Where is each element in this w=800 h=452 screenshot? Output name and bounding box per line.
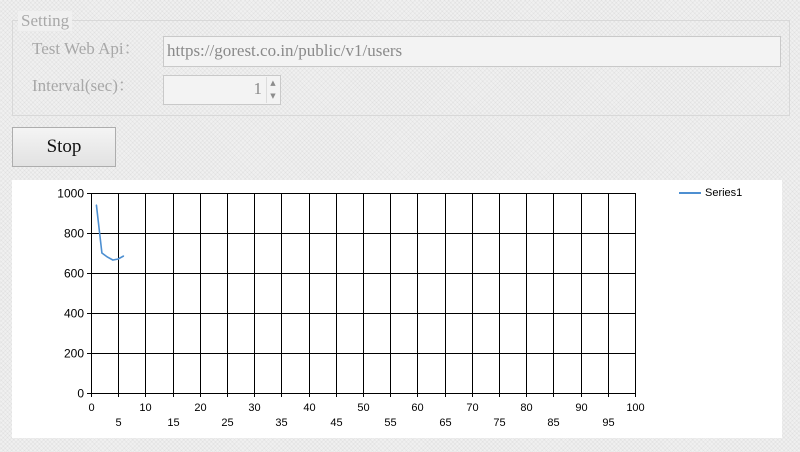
data-point	[118, 258, 119, 259]
interval-stepper[interactable]	[163, 75, 281, 105]
data-point	[123, 255, 124, 256]
y-tick-label: 800	[63, 226, 84, 241]
x-tick-label: 70	[466, 402, 479, 414]
chart-legend	[679, 187, 742, 203]
x-tick-label: 75	[493, 417, 506, 429]
legend-label-series1: Series1	[705, 187, 743, 200]
x-tick-label: 55	[384, 417, 397, 429]
interval-spin-buttons	[266, 77, 279, 103]
interval-value[interactable]: 1	[253, 79, 262, 98]
y-tick-label: 1000	[57, 186, 84, 201]
y-tick-label: 400	[63, 306, 84, 321]
stop-button[interactable]: Stop	[12, 127, 116, 167]
series-line-series1	[96, 205, 123, 260]
x-tick-label: 30	[248, 402, 261, 414]
x-tick-label: 10	[139, 402, 152, 414]
chart-series	[96, 204, 124, 260]
spin-down-button[interactable]	[266, 90, 279, 103]
setting-group-title: Setting	[18, 11, 72, 31]
x-tick-label: 100	[626, 402, 645, 414]
spin-up-button[interactable]	[266, 77, 279, 90]
data-point	[101, 252, 102, 253]
legend-swatch-series1	[679, 192, 701, 194]
down-arrow-icon: ▼	[270, 92, 276, 100]
x-tick-label: 95	[602, 417, 615, 429]
x-tick-label: 90	[575, 402, 588, 414]
x-tick-label: 0	[88, 402, 95, 414]
y-tick-label: 0	[77, 386, 84, 401]
web-api-label: Test Web Api：	[32, 39, 141, 58]
y-tick-label: 600	[63, 266, 84, 281]
data-point	[96, 204, 97, 205]
x-tick-label: 35	[275, 417, 288, 429]
x-tick-label: 15	[167, 417, 180, 429]
x-tick-label: 60	[411, 402, 424, 414]
x-tick-label: 40	[303, 402, 316, 414]
chart-panel	[12, 180, 782, 438]
x-tick-label: 50	[357, 402, 370, 414]
chart-grid	[91, 193, 636, 393]
x-tick-label: 20	[194, 402, 207, 414]
x-tick-label: 85	[547, 417, 560, 429]
data-point	[112, 259, 113, 260]
line-chart	[12, 180, 782, 438]
x-tick-label: 45	[330, 417, 343, 429]
x-tick-label: 25	[221, 417, 234, 429]
data-point	[107, 256, 108, 257]
x-tick-label: 5	[115, 417, 122, 429]
x-tick-label: 80	[520, 402, 533, 414]
setting-groupbox	[12, 20, 790, 116]
web-api-input[interactable]: https://gorest.co.in/public/v1/users	[163, 36, 781, 67]
y-tick-label: 200	[63, 346, 84, 361]
up-arrow-icon: ▲	[270, 79, 276, 87]
x-tick-label: 65	[439, 417, 452, 429]
interval-label: Interval(sec)：	[32, 76, 135, 95]
